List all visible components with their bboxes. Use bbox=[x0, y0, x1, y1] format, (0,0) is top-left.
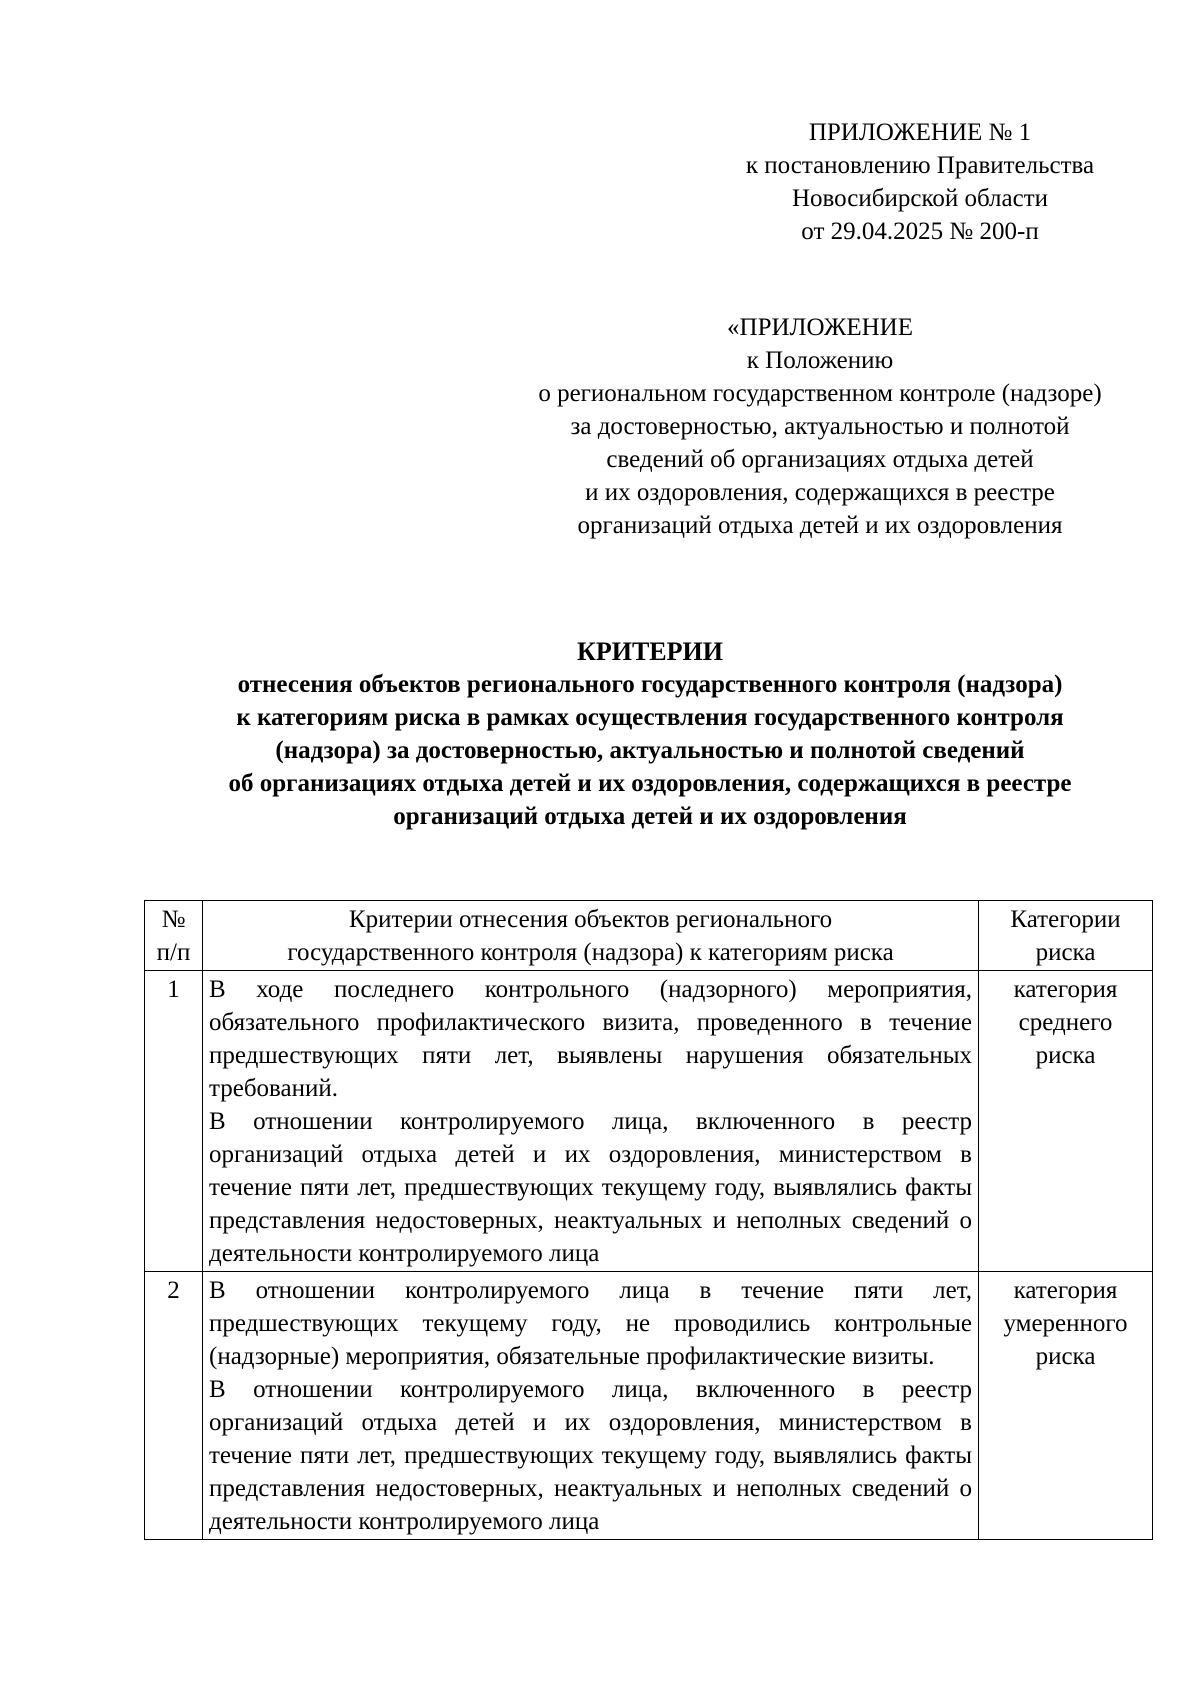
row-category bbox=[979, 971, 1153, 1272]
appendix-1-header bbox=[690, 116, 1150, 248]
row-category-line: среднего bbox=[1018, 1009, 1113, 1036]
row-category-line: категория bbox=[1013, 976, 1118, 1003]
row-category-line: риска bbox=[1035, 1042, 1096, 1069]
appendix-regulation-line: за достоверностью, актуальностью и полнотой bbox=[570, 413, 1070, 440]
appendix-1-decree-line: к постановлению Правительства bbox=[745, 152, 1095, 179]
header-number-line1: № bbox=[161, 906, 186, 933]
appendix-regulation-title: «ПРИЛОЖЕНИЕ bbox=[727, 314, 913, 341]
row-category-line: риска bbox=[1035, 1343, 1096, 1370]
criteria-subtitle-line: организаций отдыха детей и их оздоровления bbox=[393, 803, 907, 830]
row-number: 1 bbox=[145, 971, 203, 1272]
criteria-title: КРИТЕРИИ bbox=[577, 637, 723, 666]
row-criteria-paragraph: В ходе последнего контрольного (надзорного) мероприятия, обязательного профилактического визита, проведенного в течение предшествующих пяти лет, выявлены нарушения обязательных требований. bbox=[209, 976, 972, 1102]
header-criteria bbox=[203, 901, 979, 971]
header-criteria-line1: Критерии отнесения объектов регионального bbox=[348, 906, 833, 933]
criteria-subtitle-line: об организациях отдыха детей и их оздоровления, содержащихся в реестре bbox=[228, 770, 1072, 797]
row-criteria bbox=[203, 971, 979, 1272]
criteria-heading bbox=[140, 635, 1160, 833]
header-category bbox=[979, 901, 1153, 971]
row-criteria-paragraph: В отношении контролируемого лица в течение пяти лет, предшествующих текущему году, не проводились контрольные (надзорные) мероприятия, обязательные профилактические визиты. bbox=[209, 1277, 972, 1370]
criteria-subtitle-line: (надзора) за достоверностью, актуальностью и полнотой сведений bbox=[275, 737, 1025, 764]
criteria-subtitle-line: отнесения объектов регионального государственного контроля (надзора) bbox=[237, 671, 1063, 698]
appendix-regulation-header bbox=[480, 311, 1160, 542]
header-number-line2: п/п bbox=[156, 939, 191, 966]
table-row bbox=[145, 1272, 1153, 1540]
row-criteria-paragraph: В отношении контролируемого лица, включенного в реестр организаций отдыха детей и их оздоровления, министерством в течение пяти лет, предшествующих текущему году, выявлялись факты представления недостоверных, неактуальных и неполных сведений о деятельности контролируемого лица bbox=[209, 1376, 972, 1535]
criteria-subtitle-line: к категориям риска в рамках осуществления государственного контроля bbox=[236, 704, 1064, 731]
appendix-regulation-line: организаций отдыха детей и их оздоровления bbox=[577, 512, 1063, 539]
row-criteria bbox=[203, 1272, 979, 1540]
header-category-line1: Категории bbox=[1010, 906, 1121, 933]
appendix-regulation-line: и их оздоровления, содержащихся в реестре bbox=[585, 479, 1055, 506]
appendix-1-date-number: от 29.04.2025 № 200-п bbox=[801, 218, 1039, 245]
appendix-regulation-line: к Положению bbox=[746, 347, 894, 374]
table-header-row bbox=[145, 901, 1153, 971]
header-category-line2: риска bbox=[1035, 939, 1096, 966]
appendix-regulation-line: сведений об организациях отдыха детей bbox=[606, 446, 1034, 473]
header-criteria-line2: государственного контроля (надзора) к категориям риска bbox=[287, 939, 894, 966]
appendix-1-title: ПРИЛОЖЕНИЕ № 1 bbox=[808, 119, 1032, 146]
row-category-line: умеренного bbox=[1003, 1310, 1128, 1337]
header-number bbox=[145, 901, 203, 971]
appendix-regulation-line: о региональном государственном контроле (надзоре) bbox=[538, 380, 1102, 407]
row-number: 2 bbox=[145, 1272, 203, 1540]
row-category-line: категория bbox=[1013, 1277, 1118, 1304]
appendix-1-region-line: Новосибирской области bbox=[791, 185, 1049, 212]
table-row bbox=[145, 971, 1153, 1272]
criteria-table bbox=[144, 900, 1153, 1540]
row-criteria-paragraph: В отношении контролируемого лица, включенного в реестр организаций отдыха детей и их оздоровления, министерством в течение пяти лет, предшествующих текущему году, выявлялись факты представления недостоверных, неактуальных и неполных сведений о деятельности контролируемого лица bbox=[209, 1108, 972, 1267]
row-category bbox=[979, 1272, 1153, 1540]
